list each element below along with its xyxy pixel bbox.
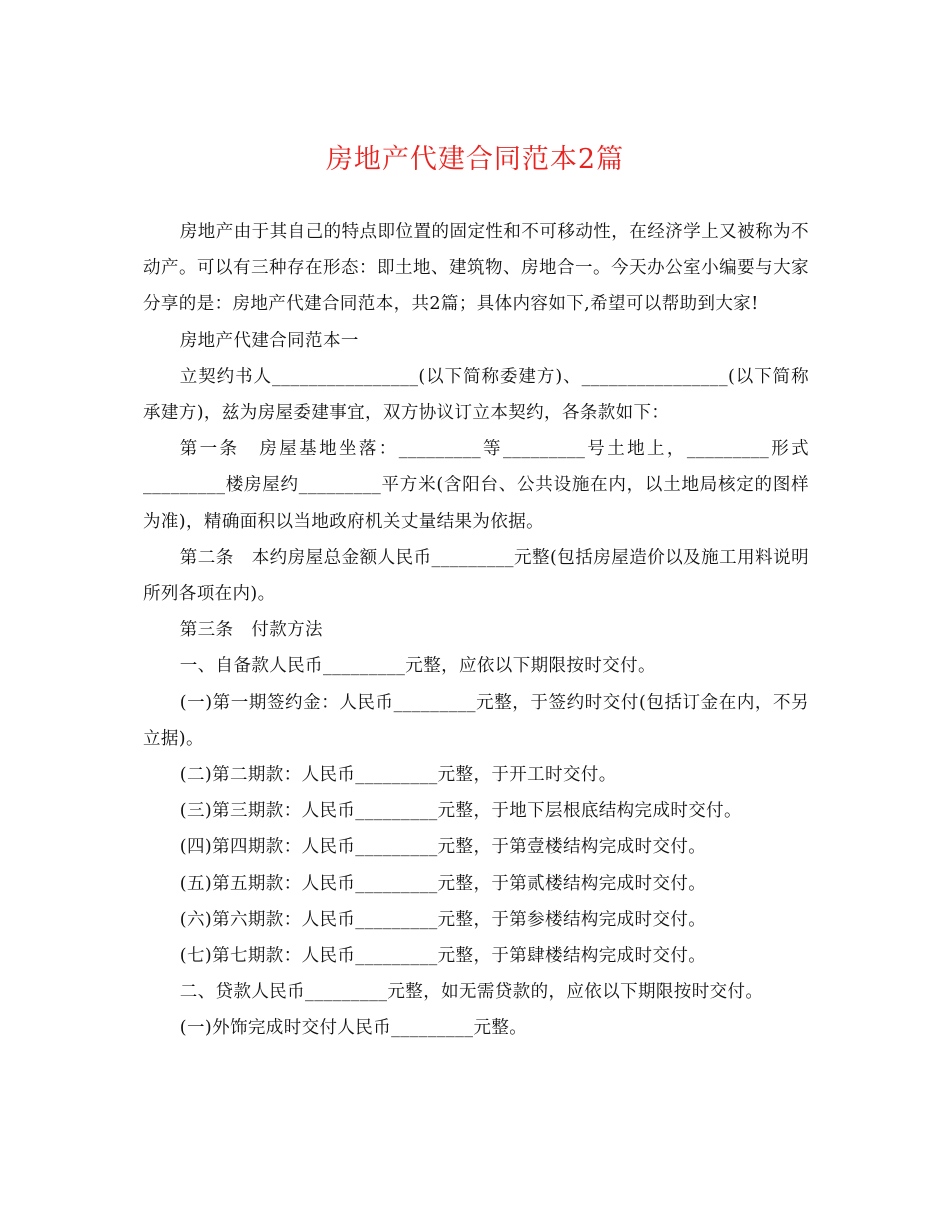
payment-item: (六)第六期款：人民币_________元整，于第参楼结构完成时交付。 bbox=[179, 909, 707, 930]
payment-item: (三)第三期款：人民币_________元整，于地下层根底结构完成时交付。 bbox=[179, 801, 742, 822]
loan-paragraph: 二、贷款人民币_________元整，如无需贷款的，应依以下期限按时交付。 bbox=[179, 982, 764, 1003]
payment-item: (四)第四期款：人民币_________元整，于第壹楼结构完成时交付。 bbox=[179, 837, 707, 858]
self-funded-paragraph: 一、自备款人民币_________元整，应依以下期限按时交付。 bbox=[179, 656, 656, 677]
payment-item: (一)第一期签约金：人民币_________元整，于签约时交付(包括订金在内，不另立据)。 bbox=[143, 692, 809, 749]
document-title: 房地产代建合同范本2篇 bbox=[325, 144, 625, 175]
article-3-heading: 第三条 付款方法 bbox=[179, 620, 323, 641]
payment-item: (二)第二期款：人民币_________元整，于开工时交付。 bbox=[179, 765, 617, 786]
payment-item: (七)第七期款：人民币_________元整，于第肆楼结构完成时交付。 bbox=[179, 946, 707, 967]
payment-item: (五)第五期款：人民币_________元整，于第贰楼结构完成时交付。 bbox=[179, 873, 707, 894]
article-2-paragraph: 第二条 本约房屋总金额人民币_________元整(包括房屋造价以及施工用料说明所列各项在内)。 bbox=[143, 547, 809, 605]
intro-paragraph: 房地产由于其自己的特点即位置的固定性和不可移动性，在经济学上又被称为不动产。可以有三种存在形态：即土地、建筑物、房地合一。今天办公室小编要与大家分享的是：房地产代建合同范本，共2篇；具体内容如下,希望可以帮助到大家! bbox=[143, 222, 809, 315]
contract-parties-paragraph: 立契约书人________________(以下简称委建方)、________________(以下简称承建方)，兹为房屋委建事宜，双方协议订立本契约，各条款如下： bbox=[143, 366, 809, 424]
document-body bbox=[143, 214, 809, 1047]
article-1-paragraph: 第一条 房屋基地坐落：_________等_________号土地上，_________形式_________楼房屋约_________平方米(含阳台、公共设施在内，以土地局核定的图样为准)，精确面积以当地政府机关丈量结果为依据。 bbox=[143, 439, 809, 532]
payment-item: (一)外饰完成时交付人民币_________元整。 bbox=[179, 1018, 528, 1039]
section-heading: 房地产代建合同范本一 bbox=[179, 330, 359, 351]
